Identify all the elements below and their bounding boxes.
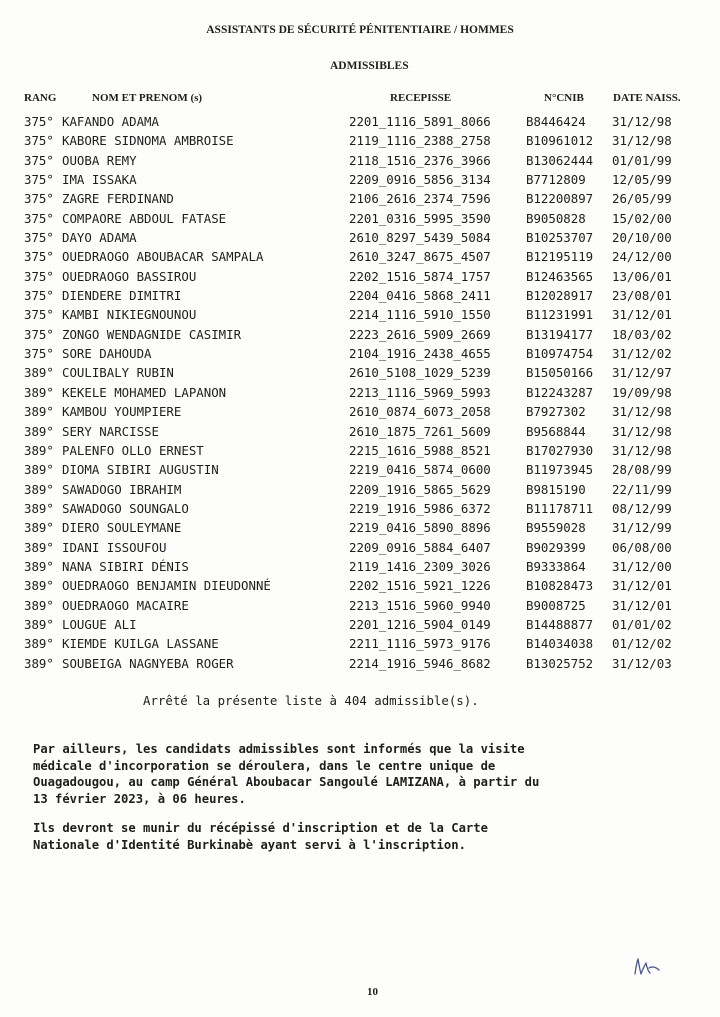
birthdate-cell: 31/12/98 [612, 442, 672, 458]
name-cell: DIENDERE DIMITRI [62, 288, 182, 304]
rank-cell: 389° [24, 365, 54, 381]
cnib-cell: B9050828 [526, 210, 586, 226]
birthdate-cell: 31/12/00 [612, 558, 672, 574]
cnib-cell: B10974754 [526, 346, 594, 362]
table-row [0, 538, 720, 557]
name-cell: PALENFO OLLO ERNEST [62, 442, 204, 458]
table-row [0, 228, 720, 247]
rank-cell: 375° [24, 346, 54, 362]
name-cell: SAWADOGO IBRAHIM [62, 481, 182, 497]
table-row [0, 441, 720, 460]
rank-cell: 389° [24, 442, 54, 458]
rank-cell: 375° [24, 268, 54, 284]
table-row [0, 402, 720, 421]
table-row [0, 151, 720, 170]
recepisse-cell: 2209_0916_5884_6407 [349, 539, 491, 555]
table-row [0, 518, 720, 537]
column-header-date: DATE NAISS. [613, 92, 681, 104]
cnib-cell: B9333864 [526, 558, 586, 574]
cnib-cell: B11231991 [526, 307, 594, 323]
birthdate-cell: 31/12/97 [612, 365, 672, 381]
table-row [0, 499, 720, 518]
birthdate-cell: 18/03/02 [612, 326, 672, 342]
rank-cell: 375° [24, 114, 54, 129]
recepisse-cell: 2213_1116_5969_5993 [349, 384, 491, 400]
rank-cell: 389° [24, 597, 54, 613]
rank-cell: 389° [24, 636, 54, 652]
table-row [0, 557, 720, 576]
cnib-cell: B10828473 [526, 578, 594, 594]
name-cell: OUOBA REMY [62, 152, 137, 168]
cnib-cell: B9568844 [526, 423, 586, 439]
name-cell: COULIBALY RUBIN [62, 365, 174, 381]
rank-cell: 375° [24, 249, 54, 265]
cnib-cell: B10961012 [526, 133, 594, 149]
name-cell: IMA ISSAKA [62, 172, 137, 188]
rank-cell: 375° [24, 133, 54, 149]
cnib-cell: B12200897 [526, 191, 594, 207]
birthdate-cell: 31/12/01 [612, 597, 672, 613]
rank-cell: 389° [24, 520, 54, 536]
rank-cell: 389° [24, 558, 54, 574]
cnib-cell: B13194177 [526, 326, 594, 342]
cnib-cell: B17027930 [526, 442, 594, 458]
birthdate-cell: 31/12/99 [612, 520, 672, 536]
birthdate-cell: 31/12/02 [612, 346, 672, 362]
cnib-cell: B9559028 [526, 520, 586, 536]
table-row [0, 170, 720, 189]
cnib-cell: B11178711 [526, 500, 594, 516]
table-row [0, 460, 720, 479]
recepisse-cell: 2106_2616_2374_7596 [349, 191, 491, 207]
table-row [0, 480, 720, 499]
table-row [0, 363, 720, 382]
birthdate-cell: 31/12/98 [612, 423, 672, 439]
rank-cell: 375° [24, 152, 54, 168]
birthdate-cell: 01/12/02 [612, 636, 672, 652]
birthdate-cell: 20/10/00 [612, 230, 672, 246]
name-cell: OUEDRAOGO MACAIRE [62, 597, 189, 613]
birthdate-cell: 31/12/98 [612, 404, 672, 420]
birthdate-cell: 06/08/00 [612, 539, 672, 555]
name-cell: KEKELE MOHAMED LAPANON [62, 384, 227, 400]
cnib-cell: B12195119 [526, 249, 594, 265]
name-cell: IDANI ISSOUFOU [62, 539, 167, 555]
recepisse-cell: 2610_5108_1029_5239 [349, 365, 491, 381]
rank-cell: 375° [24, 191, 54, 207]
birthdate-cell: 31/12/98 [612, 133, 672, 149]
recepisse-cell: 2209_0916_5856_3134 [349, 172, 491, 188]
rank-cell: 389° [24, 578, 54, 594]
table-row [0, 112, 720, 131]
rank-cell: 389° [24, 616, 54, 632]
rank-cell: 375° [24, 307, 54, 323]
birthdate-cell: 13/06/01 [612, 268, 672, 284]
name-cell: KABORE SIDNOMA AMBROISE [62, 133, 234, 149]
rank-cell: 375° [24, 210, 54, 226]
birthdate-cell: 19/09/98 [612, 384, 672, 400]
cnib-cell: B13062444 [526, 152, 594, 168]
recepisse-cell: 2214_1116_5910_1550 [349, 307, 491, 323]
notice-line: Ils devront se munir du récépissé d'inscription et de la Carte [33, 821, 488, 835]
rank-cell: 375° [24, 326, 54, 342]
cnib-cell: B13025752 [526, 655, 594, 671]
closing-statement: Arrêté la présente liste à 404 admissible(s). [143, 693, 479, 708]
recepisse-cell: 2610_1875_7261_5609 [349, 423, 491, 439]
recepisse-cell: 2223_2616_5909_2669 [349, 326, 491, 342]
recepisse-cell: 2219_0416_5874_0600 [349, 462, 491, 478]
column-header-rang: RANG [24, 92, 57, 104]
recepisse-cell: 2119_1116_2388_2758 [349, 133, 491, 149]
birthdate-cell: 31/12/98 [612, 114, 672, 129]
name-cell: DIERO SOULEYMANE [62, 520, 182, 536]
recepisse-cell: 2610_8297_5439_5084 [349, 230, 491, 246]
name-cell: SOUBEIGA NAGNYEBA ROGER [62, 655, 234, 671]
rank-cell: 389° [24, 384, 54, 400]
cnib-cell: B14488877 [526, 616, 594, 632]
recepisse-cell: 2209_1916_5865_5629 [349, 481, 491, 497]
cnib-cell: B9008725 [526, 597, 586, 613]
recepisse-cell: 2219_1916_5986_6372 [349, 500, 491, 516]
recepisse-cell: 2214_1916_5946_8682 [349, 655, 491, 671]
table-row [0, 576, 720, 595]
birthdate-cell: 01/01/99 [612, 152, 672, 168]
notice-line: Par ailleurs, les candidats admissibles sont informés que la visite [33, 742, 525, 756]
recepisse-cell: 2201_1216_5904_0149 [349, 616, 491, 632]
name-cell: SAWADOGO SOUNGALO [62, 500, 189, 516]
name-cell: KAFANDO ADAMA [62, 114, 159, 129]
recepisse-cell: 2119_1416_2309_3026 [349, 558, 491, 574]
notice-line: médicale d'incorporation se déroulera, dans le centre unique de [33, 758, 496, 773]
birthdate-cell: 15/02/00 [612, 210, 672, 226]
birthdate-cell: 26/05/99 [612, 191, 672, 207]
table-row [0, 189, 720, 208]
table-row [0, 596, 720, 615]
name-cell: LOUGUE ALI [62, 616, 137, 632]
rank-cell: 389° [24, 423, 54, 439]
name-cell: OUEDRAOGO ABOUBACAR SAMPALA [62, 249, 264, 265]
birthdate-cell: 08/12/99 [612, 500, 672, 516]
rank-cell: 389° [24, 655, 54, 671]
recepisse-cell: 2201_1116_5891_8066 [349, 114, 491, 129]
table-row [0, 615, 720, 634]
cnib-cell: B9815190 [526, 481, 586, 497]
recepisse-cell: 2219_0416_5890_8896 [349, 520, 491, 536]
birthdate-cell: 31/12/03 [612, 655, 672, 671]
rank-cell: 389° [24, 481, 54, 497]
table-row [0, 344, 720, 363]
signature-initials-icon [632, 956, 662, 978]
recepisse-cell: 2204_0416_5868_2411 [349, 288, 491, 304]
table-row [0, 654, 720, 673]
name-cell: KIEMDE KUILGA LASSANE [62, 636, 219, 652]
birthdate-cell: 01/01/02 [612, 616, 672, 632]
column-header-recepisse: RECEPISSE [390, 92, 452, 104]
birthdate-cell: 22/11/99 [612, 481, 672, 497]
recepisse-cell: 2201_0316_5995_3590 [349, 210, 491, 226]
name-cell: KAMBOU YOUMPIERE [62, 404, 182, 420]
recepisse-cell: 2202_1516_5874_1757 [349, 268, 491, 284]
rank-cell: 375° [24, 288, 54, 304]
birthdate-cell: 31/12/01 [612, 578, 672, 594]
cnib-cell: B11973945 [526, 462, 594, 478]
cnib-cell: B12243287 [526, 384, 594, 400]
section-subtitle: ADMISSIBLES [330, 60, 409, 72]
notice-paragraph-2 [33, 820, 488, 853]
table-row [0, 383, 720, 402]
cnib-cell: B15050166 [526, 365, 594, 381]
birthdate-cell: 12/05/99 [612, 172, 672, 188]
recepisse-cell: 2118_1516_2376_3966 [349, 152, 491, 168]
name-cell: ZAGRE FERDINAND [62, 191, 174, 207]
birthdate-cell: 31/12/01 [612, 307, 672, 323]
document-title: ASSISTANTS DE SÉCURITÉ PÉNITENTIAIRE / HOMMES [206, 24, 514, 36]
birthdate-cell: 28/08/99 [612, 462, 672, 478]
recepisse-cell: 2104_1916_2438_4655 [349, 346, 491, 362]
notice-paragraph-1 [33, 741, 539, 807]
birthdate-cell: 24/12/00 [612, 249, 672, 265]
admissibles-table [0, 112, 720, 673]
notice-line: Ouagadougou, au camp Général Aboubacar Sangoulé LAMIZANA, à partir du [33, 775, 540, 789]
recepisse-cell: 2211_1116_5973_9176 [349, 636, 491, 652]
recepisse-cell: 2610_3247_8675_4507 [349, 249, 491, 265]
rank-cell: 375° [24, 230, 54, 246]
name-cell: DIOMA SIBIRI AUGUSTIN [62, 462, 219, 478]
recepisse-cell: 2213_1516_5960_9940 [349, 597, 491, 613]
name-cell: OUEDRAOGO BENJAMIN DIEUDONNÉ [62, 578, 271, 594]
notice-line: 13 février 2023, à 06 heures. [33, 791, 246, 806]
name-cell: SERY NARCISSE [62, 423, 159, 439]
name-cell: OUEDRAOGO BASSIROU [62, 268, 197, 284]
rank-cell: 389° [24, 404, 54, 420]
column-header-nom: NOM ET PRENOM (s) [92, 92, 203, 104]
name-cell: ZONGO WENDAGNIDE CASIMIR [62, 326, 242, 342]
cnib-cell: B9029399 [526, 539, 586, 555]
cnib-cell: B14034038 [526, 636, 594, 652]
table-row [0, 634, 720, 653]
table-row [0, 422, 720, 441]
name-cell: DAYO ADAMA [62, 230, 137, 246]
name-cell: NANA SIBIRI DÉNIS [62, 558, 189, 574]
table-row [0, 209, 720, 228]
birthdate-cell: 23/08/01 [612, 288, 672, 304]
name-cell: SORE DAHOUDA [62, 346, 152, 362]
rank-cell: 375° [24, 172, 54, 188]
name-cell: COMPAORE ABDOUL FATASE [62, 210, 227, 226]
page-number: 10 [367, 986, 378, 998]
cnib-cell: B10253707 [526, 230, 594, 246]
name-cell: KAMBI NIKIEGNOUNOU [62, 307, 197, 323]
cnib-cell: B12463565 [526, 268, 594, 284]
notice-line: Nationale d'Identité Burkinabè ayant servi à l'inscription. [33, 837, 466, 852]
recepisse-cell: 2215_1616_5988_8521 [349, 442, 491, 458]
rank-cell: 389° [24, 500, 54, 516]
table-row [0, 286, 720, 305]
cnib-cell: B12028917 [526, 288, 594, 304]
cnib-cell: B7712809 [526, 172, 586, 188]
recepisse-cell: 2202_1516_5921_1226 [349, 578, 491, 594]
column-header-cnib: N°CNIB [544, 92, 584, 104]
table-row [0, 247, 720, 266]
cnib-cell: B8446424 [526, 114, 586, 129]
table-row [0, 267, 720, 286]
table-row [0, 131, 720, 150]
cnib-cell: B7927302 [526, 404, 586, 420]
table-row [0, 305, 720, 324]
rank-cell: 389° [24, 539, 54, 555]
table-row [0, 325, 720, 344]
recepisse-cell: 2610_0874_6073_2058 [349, 404, 491, 420]
rank-cell: 389° [24, 462, 54, 478]
